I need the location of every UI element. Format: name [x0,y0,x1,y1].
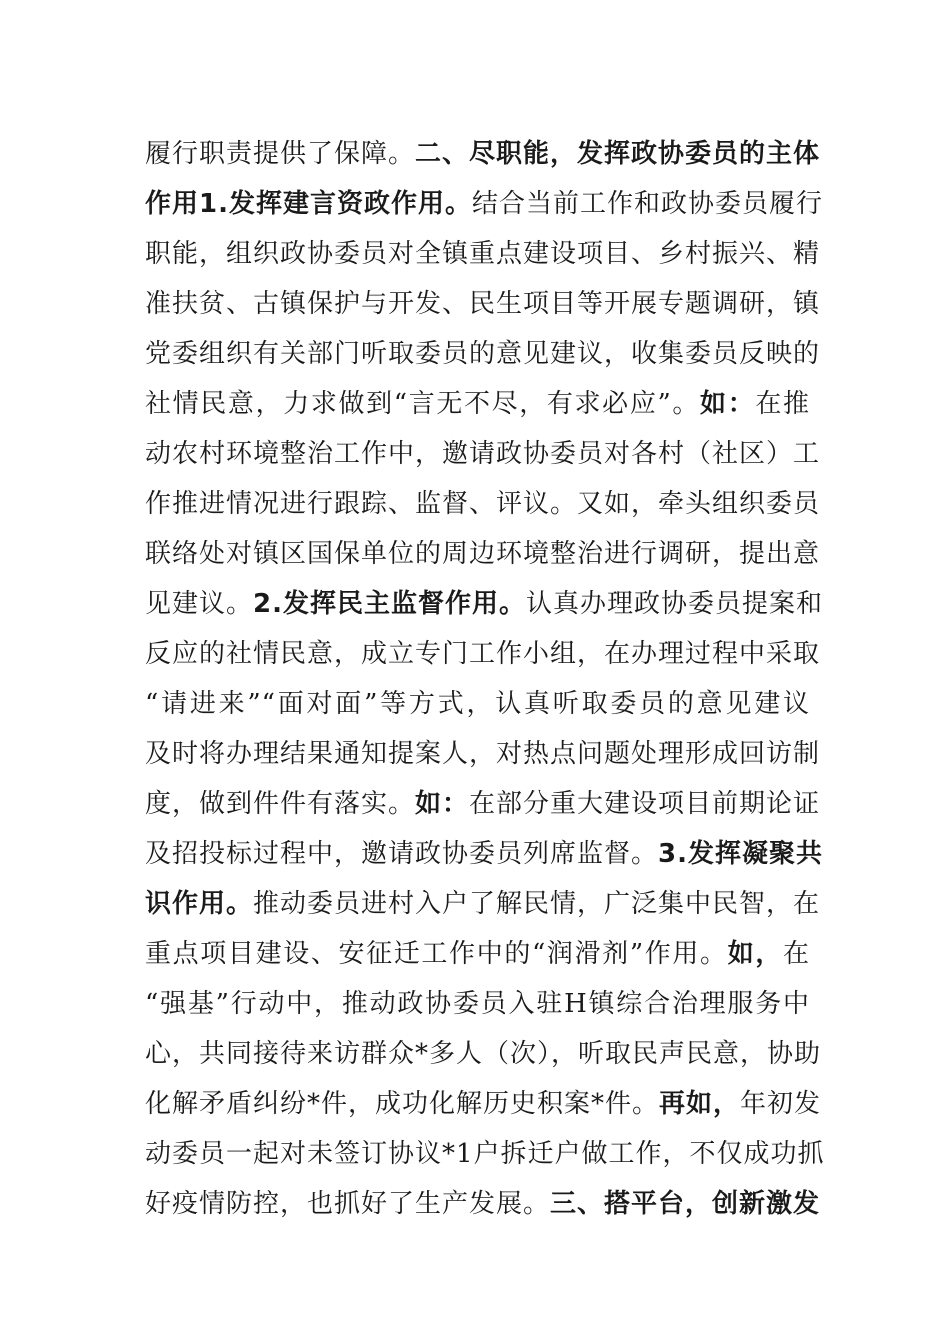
text-line [145,979,810,1029]
body-text [145,129,825,1229]
text-run: 推动委员进村入户了解民情，广泛集中民智，在 [253,889,821,919]
text-run: 在推 [755,389,810,419]
text-line [145,329,821,379]
text-line [145,679,810,729]
text-run: 结合当前工作和政协委员履行 [472,189,824,219]
text-line [145,1129,825,1179]
text-run: 动农村环境整治工作中，邀请政协委员对各村（社区）工 [145,439,821,469]
text-run: 心，共同接待来访群众*多人（次），听取民声民意，协助 [145,1039,822,1069]
bold-text: 发挥凝聚共 [687,839,823,869]
text-line [145,929,810,979]
text-run: 年初发 [740,1089,822,1119]
bold-text: 1. [199,189,229,219]
text-line [145,729,821,779]
text-run: “请进来”“面对面”等方式，认真听取委员的意见建议 [145,689,810,719]
text-run: 见建议。 [145,589,254,619]
bold-text: 三、搭平台，创新激发 [550,1189,821,1219]
text-run: 在部分重大建设项目前期论证 [469,789,821,819]
text-line [145,1179,821,1229]
text-line [145,829,823,879]
text-line [145,879,821,929]
text-run: 联络处对镇区国保单位的周边环境整治进行调研，提出意 [145,539,821,569]
text-line [145,429,821,479]
text-run: “强基”行动中，推动政协委员入驻H镇综合治理服务中 [145,989,810,1019]
text-run: 认真办理政协委员提案和 [526,589,824,619]
text-run: 重点项目建设、安征迁工作中的“润滑剂”作用。 [145,939,728,969]
bold-text: 如： [415,789,470,819]
text-run: 职能，组织政协委员对全镇重点建设项目、乡村振兴、精 [145,239,821,269]
text-run: 动委员一起对未签订协议*1户拆迁户做工作，不仅成功抓 [145,1139,825,1169]
text-run: 党委组织有关部门听取委员的意见建议，收集委员反映的 [145,339,821,369]
text-run: 准扶贫、古镇保护与开发、民生项目等开展专题调研，镇 [145,289,821,319]
text-run: 度，做到件件有落实。 [145,789,416,819]
text-run: 社情民意，力求做到“言无不尽，有求必应”。 [145,389,701,419]
text-line [145,1029,822,1079]
text-line [145,129,821,179]
text-run: 及招投标过程中，邀请政协委员列席监督。 [145,839,659,869]
text-run: 好疫情防控，也抓好了生产发展。 [145,1189,551,1219]
text-line [145,579,824,629]
bold-text: 发挥民主监督作用。 [282,589,526,619]
text-run: 及时将办理结果通知提案人，对热点问题处理形成回访制 [145,739,821,769]
text-run: 作推进情况进行跟踪、监督、评议。又如，牵头组织委员 [145,489,821,519]
text-line [145,529,821,579]
text-line [145,1079,822,1129]
bold-text: 再如， [659,1089,741,1119]
bold-text: 识作用。 [145,889,254,919]
bold-text: 二、尽职能，发挥政协委员的主体 [415,139,821,169]
text-line [145,179,824,229]
text-run: 在 [782,939,810,969]
bold-text: 发挥建言资政作用。 [228,189,472,219]
bold-text: 作用 [145,189,200,219]
text-run: 化解矛盾纠纷*件，成功化解历史积案*件。 [145,1089,660,1119]
text-line [145,629,821,679]
text-line [145,379,810,429]
bold-text: 如： [700,389,756,419]
text-line [145,229,821,279]
bold-text: 3. [658,839,688,869]
bold-text: 2. [253,589,283,619]
text-line [145,279,821,329]
text-line [145,779,821,829]
text-line [145,479,821,529]
text-run: 履行职责提供了保障。 [145,139,416,169]
text-run: 反应的社情民意，成立专门工作小组，在办理过程中采取 [145,639,821,669]
bold-text: 如， [727,939,783,969]
